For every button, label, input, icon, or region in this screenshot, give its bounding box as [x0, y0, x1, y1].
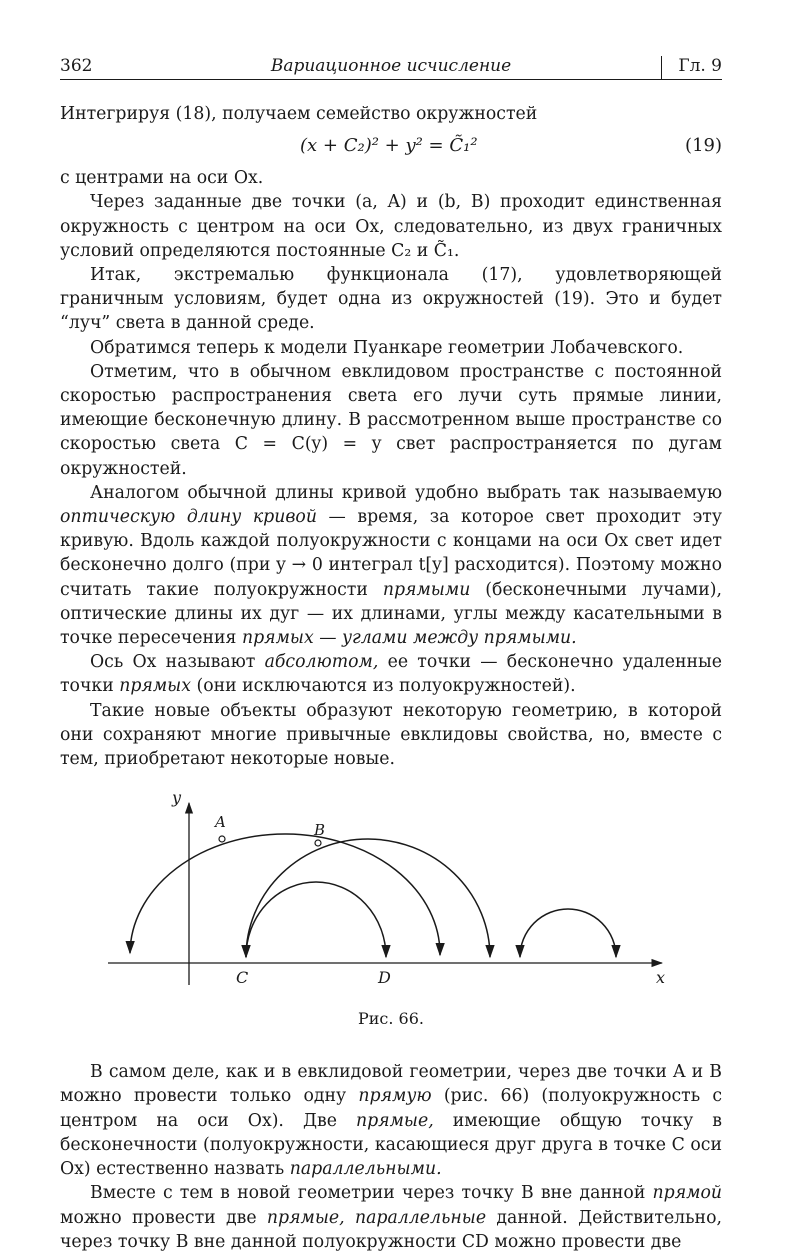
paragraph-11: Вместе с тем в новой геометрии через точку B вне данной прямой можно провести две прямые, параллельные данной. Действительно, через точку B вне данной полуокружности CD можно провести две [60, 1183, 722, 1252]
running-title: Вариационное исчисление [270, 56, 512, 76]
paragraph-8: Ось Ox называют абсолютом, ее точки — бесконечно удаленные точки прямых (они исключаются из полуокружностей). [60, 652, 722, 697]
running-header [60, 56, 722, 82]
semicircle-cd [246, 882, 386, 957]
paragraph-1: Интегрируя (18), получаем семейство окружностей [60, 104, 538, 124]
chapter-label: Гл. 9 [678, 56, 722, 76]
equation-number: (19) [685, 135, 722, 157]
body-text-bottom [60, 1060, 722, 1254]
paragraph-3: Через заданные две точки (a, A) и (b, B) проходит единственная окружность с центром на оси Ox, следовательно, из двух граничных условий определяются постоянные C₂ и C̃₁. [60, 192, 722, 261]
label-x: x [656, 968, 666, 988]
figure-caption: Рис. 66. [357, 1009, 424, 1029]
equation-19 [60, 126, 722, 166]
paragraph-4: Итак, экстремалью функционала (17), удовлетворяющей граничным условиям, будет одна из окружностей (19). Это и будет “луч” света в данной среде. [60, 265, 722, 334]
semicircle-through-a [130, 834, 440, 955]
label-c: C [236, 968, 249, 988]
paragraph-2: с центрами на оси Ox. [60, 168, 264, 189]
semicircle-cb [246, 839, 490, 957]
label-b: B [314, 821, 326, 840]
book-page [60, 56, 722, 1254]
paragraph-6: Отметим, что в обычном евклидовом пространстве с постоянной скоростью распространения света его лучи суть прямые линии, имеющие бесконечную длину. В рассмотренном выше пространстве со скоростью света C = C(y) = y свет распространяется по дугам окружностей. [60, 361, 722, 479]
equation-expression: (x + C₂)² + y² = C̃₁² [300, 135, 478, 157]
paragraph-7: Аналогом обычной длины кривой удобно выбрать так называемую оптическую длину кривой — время, за которое свет проходит эту кривую. Вдоль каждой полуокружности с концами на оси Ox свет идет бесконечно долго (при y → 0 интеграл t[y] расходится). Поэтому можно считать такие полуокружности прямыми (бесконечными лучами), оптические длины их дуг — их длинами, углы между касательными в точке пересечения прямых — углами между прямыми. [60, 482, 722, 649]
semicircles-diagram [60, 785, 722, 1015]
semicircle-small [520, 909, 616, 957]
page-number: 362 [60, 56, 93, 76]
figure-66 [60, 785, 722, 1050]
paragraph-5: Обратимся теперь к модели Пуанкаре геометрии Лобачевского. [90, 337, 684, 358]
label-a: A [215, 813, 226, 832]
header-divider [661, 56, 662, 80]
paragraph-10: В самом деле, как и в евклидовой геометрии, через две точки A и B можно провести только одну прямую (рис. 66) (полуокружность с центром на оси Ox). Две прямые, имеющие общую точку в бесконечности (полуокружности, касающиеся друг друга в точке C оси Ox) естественно назвать параллельными. [60, 1062, 723, 1180]
body-text-top [60, 102, 722, 771]
label-y: y [172, 788, 182, 808]
paragraph-9: Такие новые объекты образуют некоторую геометрию, в которой они сохраняют многие привычные евклидовы свойства, но, вместе с тем, приобретают некоторые новые. [60, 700, 722, 770]
header-rule [60, 79, 722, 80]
label-d: D [378, 968, 391, 988]
point-a [219, 836, 225, 842]
point-b [315, 840, 321, 846]
